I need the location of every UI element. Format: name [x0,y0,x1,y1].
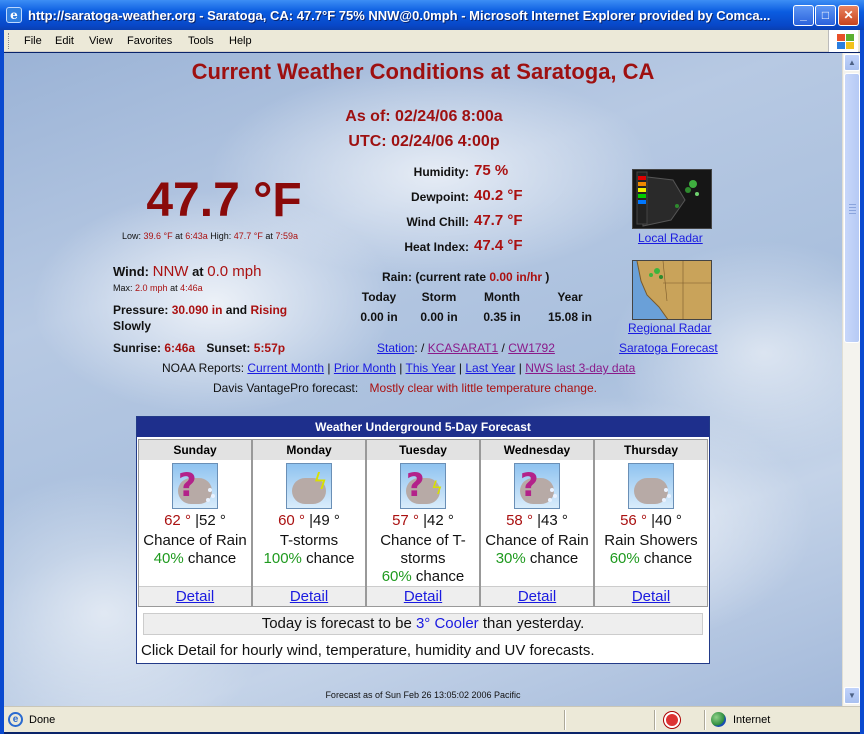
sunrise-value: 6:46a [164,341,196,355]
forecast-day-sunday [138,439,252,607]
humidity-label: Humidity: [413,165,469,179]
forecast-day-name: Monday [253,440,365,460]
vertical-scrollbar[interactable] [842,53,860,706]
station-separator: : / [414,341,425,355]
menu-view[interactable]: View [89,35,113,47]
thunderstorm-icon: ϟ [286,463,332,509]
low-label: Low: [122,231,142,241]
minimize-button[interactable]: _ [793,5,814,26]
forecast-day-name: Sunday [139,440,251,460]
local-radar-image[interactable] [632,169,712,229]
wind-label: Wind: [113,264,149,279]
station-line [377,341,555,355]
station-cw1792-link[interactable]: CW1792 [508,341,555,355]
heatindex-label: Heat Index: [404,240,469,254]
davis-forecast-text: Mostly clear with little temperature change. [369,381,597,395]
rain-value-year: 15.08 in [547,310,593,324]
pipe-separator: | [327,361,331,375]
forecast-temps [367,512,479,529]
detail-link-thursday[interactable]: Detail [631,588,671,605]
dewpoint-value: 40.2 °F [474,187,523,204]
pipe-separator: | [458,361,463,375]
status-divider [654,710,656,730]
forecast-high: 57 ° [392,512,419,529]
noaa-reports-line [162,361,635,375]
forecast-high: 56 ° [620,512,647,529]
window-title: http://saratoga-weather.org - Saratoga, CA: 47.7°F 75% NNW@0.0mph - Microsoft Internet Explorer provided by Comca... [28,8,771,23]
status-text: Done [29,714,56,726]
menu-tools[interactable]: Tools [188,35,214,47]
wind-max-time: 4:46a [180,283,203,293]
forecast-day-name: Tuesday [367,440,479,460]
high-value: 47.7 °F [233,231,263,241]
pipe-separator: | [518,361,522,375]
detail-link-wednesday[interactable]: Detail [517,588,557,605]
title-bar [0,0,864,30]
rain-showers-icon [628,463,674,509]
menu-file[interactable]: File [24,35,42,47]
temperature-comparison [143,613,703,635]
nws-3-day-data-link[interactable]: NWS last 3-day data [525,361,636,375]
wind-line [113,263,261,280]
sun-line [113,341,285,355]
windchill-label: Wind Chill: [406,215,469,229]
pressure-and: and [225,303,248,317]
scroll-up-arrow-icon[interactable]: ▲ [844,54,860,71]
high-at: at [265,231,273,241]
close-button[interactable]: ✕ [838,5,859,26]
scroll-thumb[interactable] [844,73,860,343]
menu-help[interactable]: Help [229,35,252,47]
detail-instructions: Click Detail for hourly wind, temperature, humidity and UV forecasts. [141,642,595,659]
forecast-description [139,532,251,568]
forecast-low: 49 ° [313,512,340,529]
internet-zone-icon [711,712,726,727]
comparison-value: 3° Cooler [415,615,479,632]
rain-header-year: Year [557,290,583,304]
forecast-detail-cell [595,586,707,606]
forecast-description [481,532,593,568]
detail-link-monday[interactable]: Detail [289,588,329,605]
regional-radar-link[interactable]: Regional Radar [628,321,712,335]
forecast-detail-cell [253,586,365,606]
forecast-high: 62 ° [164,512,191,529]
sunrise-label: Sunrise: [113,341,162,355]
forecast-percent: 40% [153,550,184,567]
status-bar [4,706,860,732]
forecast-chance-word: chance [529,550,579,567]
forecast-day-thursday [594,439,708,607]
forecast-temps [253,512,365,529]
forecast-condition: Rain Showers [604,532,698,549]
rain-value-storm: 0.00 in [420,310,458,324]
current-temperature: 47.7 °F [146,174,302,227]
page-content [4,53,842,706]
forecast-condition: Chance of Rain [485,532,589,549]
wind-direction: NNW [152,263,189,280]
forecast-condition: Chance of Rain [143,532,247,549]
forecast-detail-cell [139,586,251,606]
pressure-trend: Rising [250,303,288,317]
temp-separator: | [423,512,428,529]
forecast-percent: 100% [263,550,302,567]
rain-rate: 0.00 in/hr [489,270,543,284]
rain-header-today: Today [361,290,397,304]
ie-icon[interactable]: e [6,7,22,23]
wind-max-value: 2.0 mph [135,283,168,293]
comparison-prefix: Today is forecast to be [261,615,412,632]
security-zone: Internet [733,714,771,726]
forecast-header: Weather Underground 5-Day Forecast [137,417,709,437]
forecast-percent: 60% [381,568,412,585]
page-icon: e [8,712,23,727]
utc-time: UTC: 02/24/06 4:00p [348,133,500,150]
wind-at: at [192,264,204,279]
chance-rain-icon: ? [514,463,560,509]
forecast-day-tuesday [366,439,480,607]
temp-separator: | [651,512,656,529]
temp-separator: | [309,512,314,529]
pressure-line [113,303,287,317]
noaa-label: NOAA Reports: [162,361,245,375]
forecast-low: 42 ° [427,512,454,529]
pressure-value: 30.090 in [171,303,223,317]
forecast-low: 40 ° [655,512,682,529]
forecast-chance-word: chance [415,568,465,585]
pressure-label: Pressure: [113,303,169,317]
rain-value-month: 0.35 in [483,310,521,324]
forecast-high: 58 ° [506,512,533,529]
forecast-temps [139,512,251,529]
rain-close: ) [545,270,550,284]
sunset-label: Sunset: [206,341,251,355]
forecast-condition: Chance of T-storms [380,532,466,567]
forecast-temps [595,512,707,529]
high-label: High: [210,231,232,241]
popup-blocked-icon[interactable] [664,712,680,728]
chance-thunderstorm-icon: ? ϟ [400,463,446,509]
five-day-forecast [136,416,710,664]
heatindex-value: 47.4 °F [474,237,523,254]
high-time: 7:59a [275,231,298,241]
dewpoint-label: Dewpoint: [411,190,469,204]
noaa-prior-month-link[interactable]: Prior Month [333,361,396,375]
noaa-current-month-link[interactable]: Current Month [247,361,325,375]
detail-link-sunday[interactable]: Detail [175,588,215,605]
forecast-percent: 60% [609,550,640,567]
forecast-day-name: Wednesday [481,440,593,460]
local-radar-link[interactable]: Local Radar [638,231,703,245]
low-at: at [175,231,183,241]
page-title: Current Weather Conditions at Saratoga, CA [191,59,655,84]
comparison-suffix: than yesterday. [482,615,585,632]
forecast-day-name: Thursday [595,440,707,460]
rain-value-today: 0.00 in [360,310,398,324]
forecast-condition: T-storms [279,532,339,549]
forecast-description [595,532,707,568]
forecast-day-monday [252,439,366,607]
chance-rain-icon: ? [172,463,218,509]
window-frame-right [860,30,864,734]
low-time: 6:43a [185,231,208,241]
station-link[interactable]: Station [377,341,415,355]
menu-favorites[interactable]: Favorites [127,35,173,47]
menu-bar [4,30,860,52]
davis-forecast-line [213,381,597,395]
detail-link-tuesday[interactable]: Detail [403,588,443,605]
forecast-low: 52 ° [199,512,226,529]
low-value: 39.6 °F [143,231,173,241]
station-kcasarat1-link[interactable]: KCASARAT1 [427,341,499,355]
forecast-chance-word: chance [187,550,237,567]
pressure-trend-2: Slowly [113,319,152,333]
rain-line [382,270,549,284]
windchill-value: 47.7 °F [474,212,523,229]
forecast-description [253,532,365,568]
pipe-separator: | [399,361,403,375]
saratoga-forecast-link[interactable]: Saratoga Forecast [619,341,718,355]
forecast-temps [481,512,593,529]
forecast-detail-cell [481,586,593,606]
temp-separator: | [537,512,542,529]
maximize-button[interactable]: □ [815,5,836,26]
forecast-low: 43 ° [541,512,568,529]
davis-label: Davis VantagePro forecast: [213,381,359,395]
forecast-chance-word: chance [643,550,693,567]
station-slash: / [501,341,505,355]
sunset-value: 5:57p [253,341,286,355]
low-high-line [122,231,298,241]
wind-max-label: Max: [113,283,133,293]
forecast-day-wednesday [480,439,594,607]
windows-logo-icon [828,30,858,52]
forecast-high: 60 ° [278,512,305,529]
toolbar-grip[interactable] [8,33,11,49]
status-divider [704,710,706,730]
forecast-percent: 30% [495,550,526,567]
rain-header-month: Month [484,290,520,304]
forecast-chance-word: chance [306,550,355,567]
forecast-description [367,532,479,586]
forecast-detail-cell [367,586,479,606]
humidity-value: 75 % [474,162,509,179]
scroll-down-arrow-icon[interactable]: ▼ [844,687,860,704]
rain-header-storm: Storm [421,290,457,304]
menu-edit[interactable]: Edit [55,35,74,47]
as-of-time: As of: 02/24/06 8:00a [345,108,503,125]
rain-label: Rain: (current rate [382,270,487,284]
forecast-timestamp: Forecast as of Sun Feb 26 13:05:02 2006 Pacific [325,690,521,700]
regional-radar-image[interactable] [632,260,712,320]
noaa-last-year-link[interactable]: Last Year [465,361,516,375]
status-divider [564,710,566,730]
wind-max-line [113,283,203,293]
temp-separator: | [195,512,200,529]
wind-max-at: at [170,283,178,293]
noaa-this-year-link[interactable]: This Year [405,361,456,375]
wind-speed: 0.0 mph [207,263,262,280]
